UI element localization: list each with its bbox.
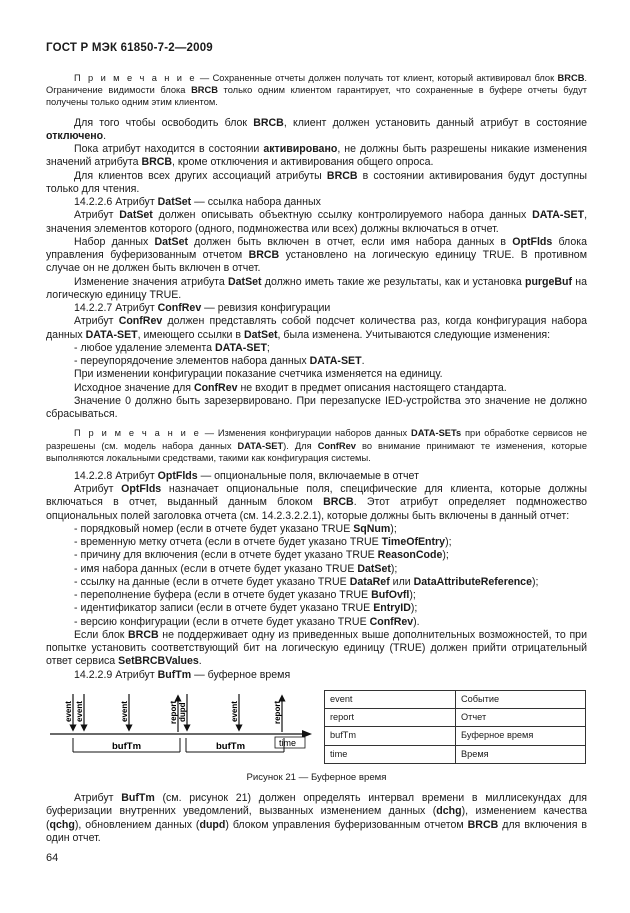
page-header: ГОСТ Р МЭК 61850-7-2—2009: [46, 42, 213, 54]
paragraph: Атрибут BufTm (см. рисунок 21) должен определять интервал времени в миллисекундах для буферизации внутренних уведомлений, вызванных изменением данных (dchg), изменением качества (qchg), обновлением данных (dupd) блоком управления буферизованным отчетом BRCB для включения в один отчет.: [46, 792, 587, 844]
list-item: - временную метку отчета (если в отчете будет указано TRUE TimeOfEntry);: [74, 536, 452, 549]
paragraph: Атрибут ConfRev должен представлять собой подсчет количества раз, когда конфигурация набора данных DATA-SET, имеющего ссылки в DatSet, была изменена. Учитываются следующие изменения:: [46, 315, 588, 341]
report-label: report: [169, 700, 178, 724]
list-item: - имя набора данных (если в отчете будет указано TRUE DatSet);: [74, 562, 398, 575]
figure-legend-table: [324, 690, 586, 764]
note-paragraph: П р и м е ч а н и е — Сохраненные отчеты должен получать тот клиент, который активировал блок BRCB. Ограничение видимости блока BRCB только одним клиентом гарантирует, что сохраненные в буфере отчеты будут получены только одним этим клиентом.: [46, 73, 588, 108]
event-label: event: [120, 701, 129, 722]
paragraph: Для того чтобы освободить блок BRCB, клиент должен установить данный атрибут в состояние отключено.: [46, 116, 587, 142]
buftm-label-2: bufTm: [216, 740, 246, 752]
page-content: [46, 72, 587, 845]
paragraph: Исходное значение для ConfRev не входит в предмет описания настоящего стандарта.: [74, 381, 507, 394]
page-number: 64: [46, 852, 59, 864]
list-item: - ссылку на данные (если в отчете будет указано TRUE DataRef или DataAttributeReference);: [74, 575, 539, 588]
paragraph: Пока атрибут находится в состоянии активировано, не должны быть разрешены никакие изменения значений атрибута BRCB, кроме отключения и активирования общего опроса.: [46, 143, 587, 169]
figure-21: [46, 688, 587, 766]
section-heading: 14.2.2.8 Атрибут OptFlds — опциональные поля, включаемые в отчет: [74, 469, 419, 482]
list-item: - идентификатор записи (если в отчете будет указано TRUE EntryID);: [74, 602, 418, 615]
section-heading: 14.2.2.7 Атрибут ConfRev — ревизия конфигурации: [74, 302, 331, 315]
buffer-time-diagram: [46, 688, 316, 760]
paragraph: Набор данных DatSet должен быть включен в отчет, если имя набора данных в OptFlds блока управления буферизованным отчетом BRCB установлено на логическую единицу TRUE. В противном случае он не должен быть включен в отчет.: [46, 235, 587, 275]
list-item: - переупорядочение элементов набора данных DATA-SET.: [74, 355, 365, 368]
legend-row: event Событие: [325, 690, 586, 708]
paragraph: Если блок BRCB не поддерживает одну из приведенных выше дополнительных возможностей, то при попытке установить соответствующий бит на логическую единицу (TRUE) должен прийти отрицательный ответ сервиса SetBRCBValues.: [46, 628, 587, 668]
event-label: event: [75, 701, 84, 722]
paragraph: Значение 0 должно быть зарезервировано. При перезапуске IED-устройства это значение не должно сбрасываться.: [46, 394, 587, 421]
list-item: - любое удаление элемента DATA-SET;: [74, 341, 270, 354]
paragraph: Атрибут OptFlds назначает опциональные поля, специфические для клиента, которые должны включаться в отчет, выданный данным блоком BRCB. Этот атрибут определяет подмножество опциональных полей заголовка отчета (см. 14.2.3.2.2.1), которые должны быть включены в данный отчет:: [46, 483, 587, 522]
event-label: event: [230, 701, 239, 722]
time-label: time: [279, 737, 297, 748]
list-item: - переполнение буфера (если в отчете будет указано TRUE BufOvfl);: [74, 589, 416, 602]
figure-caption: Рисунок 21 — Буферное время: [246, 771, 387, 783]
paragraph: Для клиентов всех других ассоциаций атрибуты BRCB в состоянии активирования будут доступны только для чтения.: [46, 169, 587, 195]
note-paragraph: П р и м е ч а н и е — Изменения конфигурации наборов данных DATA-SETs при обработке сервисов не разрешены (см. модель набора данных DATA-SET). Для ConfRev во внимание принимают те изменения, которые выполняются локальными средствами, такими как конфигурация системы.: [46, 428, 587, 463]
legend-row: bufTm Буферное время: [325, 727, 586, 745]
list-item: - порядковый номер (если в отчете будет указано TRUE SqNum);: [74, 522, 397, 535]
paragraph: При изменении конфигурации показание счетчика изменяется на единицу.: [74, 368, 443, 381]
legend-row: report Отчет: [325, 709, 586, 727]
dupd-label: dupd: [178, 702, 187, 722]
list-item: - версию конфигурации (если в отчете будет указано TRUE ConfRev).: [74, 615, 420, 628]
paragraph: Изменение значения атрибута DatSet должно иметь такие же результаты, как и установка purgeBuf на логическую единицу TRUE.: [46, 275, 587, 301]
section-heading: 14.2.2.9 Атрибут BufTm — буферное время: [74, 668, 291, 681]
paragraph: Атрибут DatSet должен описывать объектную ссылку контролируемого набора данных DATA-SET, значения элементов которого (одного, подмножества или всех) должны включаться в отчет.: [46, 209, 588, 235]
legend-row: time Время: [325, 745, 586, 763]
section-heading: 14.2.2.6 Атрибут DatSet — ссылка набора данных: [74, 196, 321, 209]
report-label: report: [273, 700, 282, 724]
list-item: - причину для включения (если в отчете будет указано TRUE ReasonCode);: [74, 549, 449, 562]
event-label: event: [64, 701, 73, 722]
buftm-label-1: bufTm: [112, 740, 142, 752]
